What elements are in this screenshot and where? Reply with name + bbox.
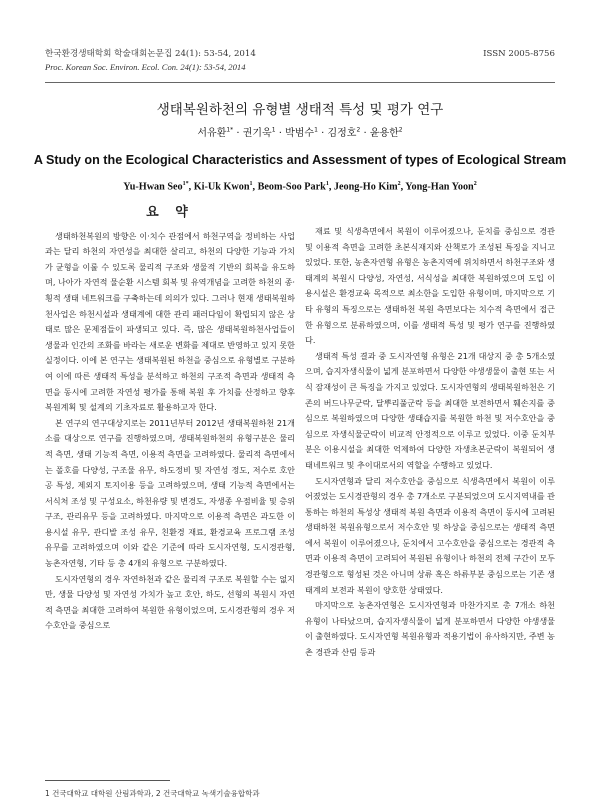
journal-name-kr: 한국환경생태학회 학술대회논문집 24(1): 53-54, 2014 [45,49,256,59]
author-affiliation-mark: 1* [226,126,234,134]
author-name: Jeong-Ho Kim [333,181,398,193]
left-column [45,205,295,634]
author-affiliation-mark: 2 [356,126,361,134]
author-affiliation-mark: 2 [473,181,477,187]
paper-title-en: A Study on the Ecological Characteristics and Assessment of types of Ecological Stream [33,153,567,167]
author-name: Beom-Soo Park [257,181,326,193]
body-paragraph: 마지막으로 농촌자연형은 도시자연형과 마찬가지로 총 7개소 하천 유형이 나타났으며, 습지자생식물이 넓게 분포하면서 다양한 야생생물이 출현하였다. 도시자연형 복원유형과 적용기법이 유사하지만, 주변 농촌 경관과 산림 등과 [305,600,555,658]
issn: ISSN 2005-8756 [483,49,555,59]
author-name: 서유환 [197,128,227,139]
author-name: Ki-Uk Kwon [193,181,250,193]
body-paragraph: 도시자연형과 달리 저수호안을 중심으로 식생측면에서 복원이 이루어졌었는 도시경관형의 경우 총 7개소로 구분되었으며 도시지역내를 관통하는 하천의 특성상 생태적 복원 측면과 이용적 측면이 동시에 고려된 생태하천 복원유형으로서 저수호안 및 하상을 중심으로는 생태적 측면에서 복원이 이루어졌으나, 둔치에서 고수호안을 중심으로는 경관적 측면과 이용적 측면이 고려되어 복원된 유형이나 하천의 전체 구간이 모두 경관형으로 형성된 것은 아니며 상류 혹은 하류부분 중심으로는 기존 생태계의 보전과 복원이 양호한 상태였다. [305,475,555,595]
body-paragraph: 생태하천복원의 방향은 이·치수 관점에서 하천구역을 정비하는 사업과는 달리 하천의 자연성을 최대한 살리고, 하천의 다양한 기능과 가치가 균형을 이룰 수 있도록 물리적 구조와 생물적 기반의 회복을 유도하며, 나아가 자연적 물순환 시스템 회복 및 유역개념을 고려한 하천의 종·횡적 생태 네트워크를 구축하는데 의의가 있다. 그러나 현재 생태복원하천사업은 하천시설과 생태계에 대한 관리 패러다임이 확립되지 않은 상태로 많은 문제점들이 파생되고 있다. 즉, 많은 생태복원하천사업들이 생물과 인간의 조화를 바라는 새로운 변화를 제대로 반영하고 있지 못한 실정이다. 이에 본 연구는 생태복원된 하천을 중심으로 유형별로 구분하여 이에 따른 생태적 특성을 분석하고 하천의 구조적 측면과 생태적 측면을 동시에 고려한 자연성 평가를 통해 복원 후 가치를 산정하고 향후 복원계획 및 설계의 기초자료로 활용하고자 한다. [45,230,295,413]
authors-en: Yu-Hwan Seo$^{1*}$, Ki-Uk Kwon$^1$, Beom-Soo Park$^1$, Jeong-Ho Kim$^2$, Yong-Han Yoon$^2$ [123,181,477,193]
author-affiliation-mark: 1 [314,126,318,134]
author-affiliation-mark: 2 [398,126,403,134]
header-rule [45,82,555,83]
author-affiliation-mark: 2 [397,181,401,187]
footnote-rule [45,780,170,781]
abstract-heading: 요 약 [146,205,194,220]
body-paragraph: 도시자연형의 경우 자연하천과 같은 물리적 구조로 복원할 수는 없지만, 생물 다양성 및 자연성 가치가 높고 호안, 하도, 선형의 복원시 자연적 측면을 최대한 고려하여 복원한 유형이었으며, 도시경관형의 경우 저수호안을 중심으로 [45,573,295,631]
body-paragraph: 재료 및 식생측면에서 복원이 이루어졌으나, 둔치를 중심으로 경관 및 이용적 측면을 고려한 초본식재지와 산책로가 조성된 특징을 지니고 있었다. 또한, 농촌자연형 유형은 농촌지역에 위치하면서 하천구조와 생태계의 복원시 다양성, 자연성, 서식성을 최대한 복원하였으며 도입 이용시설은 환경교육 목적으로 최소한을 도입한 유형이며, 마지막으로 기타 유형의 특징으로는 생태하천 복원 측면보다는 치수적 측면에서 접근한 유형으로 분류하였으며, 이를 생태적 특성 및 평가 연구를 진행하였다. [305,226,555,346]
author-name: 김정호 [327,128,357,139]
author-affiliation-mark: 1 [325,181,329,187]
author-name: 윤용한 [369,128,399,139]
journal-header [45,48,555,74]
author-affiliation-mark: 1 [271,126,276,134]
author-name: Yu-Hwan Seo [123,181,183,193]
author-name: Yong-Han Yoon [405,181,474,193]
body-paragraph: 본 연구의 연구대상지로는 2011년부터 2012년 생태복원하천 21개소를 대상으로 연구를 진행하였으며, 생태복원하천의 유형구분은 물리적 측면, 생태 기능적 측면, 이용적 측면을 고려하였다. 물리적 측면에서는 폴호를 다양성, 구조물 유무, 하도정비 및 자연성 정도, 저수로 호안공 특성, 제외지 토지이용 등을 고려하였으며, 생태 기능적 측면에서는 서식처 조성 및 구성요소, 하천유량 및 변경도, 자생종 우점비율 및 층위구조, 관리유무 등을 고려하였다. 마지막으로 이용적 측면은 과도한 이용시설 유무, 관디발 조성 유무, 친환경 재료, 환경교육 프로그램 조성 유무를 고려하였으며 이와 같은 기준에 따라 도시자연형, 도시경관형, 농촌자연형, 기타 등 총 4개의 유형으로 구분하였다. [45,417,295,569]
journal-name-en: Proc. Korean Soc. Environ. Ecol. Con. 24(1): 53-54, 2014 [45,62,246,72]
right-column [305,224,555,661]
body-paragraph: 생태적 특성 결과 중 도시자연형 유형은 21개 대상지 중 총 5개소였으며, 습지자생식물이 넓게 분포하면서 다양한 야생생물이 출현 또는 서식 잠재성이 큰 특징을 가지고 있었다. 도시자연형의 생태복원하천은 기존의 버드나무군락, 달뿌리풀군락 등을 최대한 보전하면서 훼손지를 중심으로 복원하였으며 다양한 생태습지를 복원한 하천 및 저수호안을 중심으로 자생식물군락이 비교적 안정적으로 이루고 있었다. 이중 둔치부분은 이용시설을 최대한 억제하여 다양한 자생초본군락이 복원되어 생태네트워크 및 추이대로서의 역할을 수행하고 있었다. [305,350,555,470]
author-name: 권기욱 [242,128,272,139]
footnote: 1 건국대학교 대학원 산림과학과, 2 건국대학교 녹색기술융합학과 [45,789,260,798]
paper-title-kr: 생태복원하천의 유형별 생태적 특성 및 평가 연구 [156,102,444,118]
authors-kr: 서유환$^{1*}$ · 권기욱$^1$ · 박범수$^1$ · 김정호$^2$ · 윤용한$^2$ [197,126,403,139]
left-paragraphs [45,229,295,634]
author-name: 박범수 [285,128,315,139]
author-affiliation-mark: 1 [249,181,253,187]
author-affiliation-mark: 1* [182,181,189,187]
